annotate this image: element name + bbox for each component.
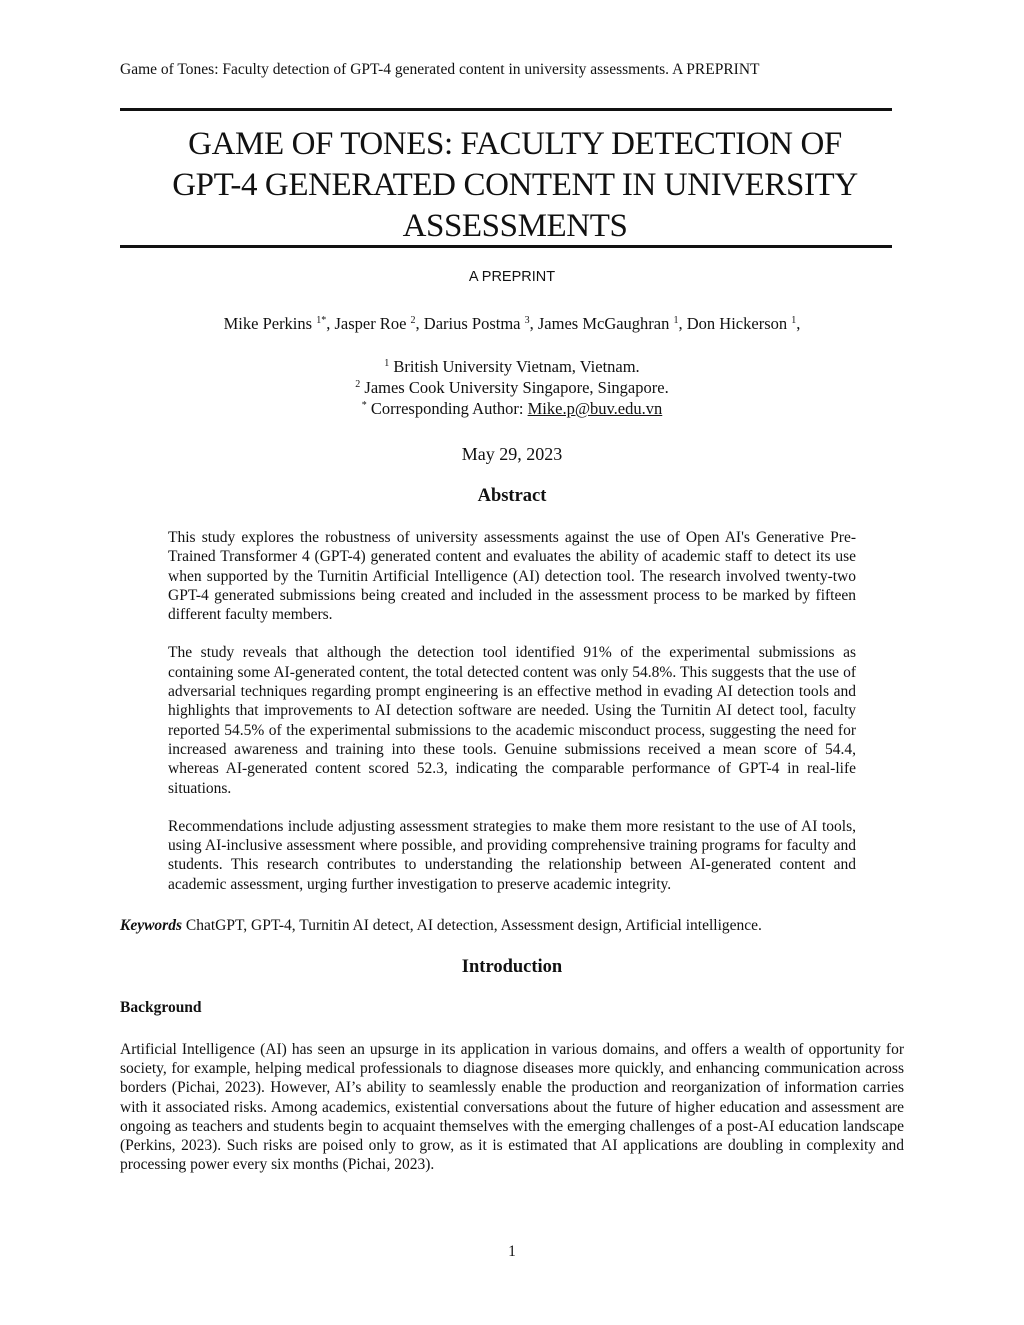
publication-date: May 29, 2023 — [461, 444, 563, 464]
author-affil-mark: 2 — [410, 315, 416, 326]
abstract-body — [168, 528, 856, 913]
page-number: 1 — [508, 1243, 516, 1260]
corresponding-author — [0, 398, 1024, 419]
paper-title — [120, 124, 910, 247]
author-separator: , — [415, 314, 424, 333]
author-affil-mark: 1 — [673, 315, 679, 326]
affiliation-2 — [0, 377, 1024, 398]
keywords-label: Keywords — [120, 917, 182, 934]
abstract-paragraph: Recommendations include adjusting assessment strategies to make them more resistant to the use of AI tools, using AI-inclusive assessment where possible, and providing comprehensive training programs for faculty and students. This research contributes to understanding the relationship between AI-generated content and academic assessment, urging further investigation to preserve academic integrity. — [168, 817, 856, 893]
author-name: Don Hickerson — [686, 314, 788, 333]
title-line: GPT-4 GENERATED CONTENT IN UNIVERSITY — [172, 167, 858, 203]
abstract-paragraph: This study explores the robustness of university assessments against the use of Open AI's Generative Pre-Trained Transformer 4 (GPT-4) generated content and evaluates the ability of academic staff to detect its use when supported by the Turnitin Artificial Intelligence (AI) detection tool. The research involved twenty-two GPT-4 generated submissions being created and included in the assessment process to be marked by fifteen different faculty members. — [168, 529, 856, 624]
affiliations — [0, 356, 1024, 419]
author-list — [0, 313, 1024, 335]
title-line: ASSESSMENTS — [402, 208, 628, 244]
background-heading: Background — [120, 999, 202, 1016]
preprint-label: A PREPRINT — [468, 269, 556, 285]
author-affil-mark: 1 — [791, 315, 797, 326]
keywords — [120, 916, 910, 936]
title-rule-bottom — [120, 245, 892, 248]
author-name: Jasper Roe — [334, 314, 407, 333]
author-name: James McGaughran — [537, 314, 670, 333]
author-separator: , — [326, 314, 335, 333]
corresponding-mark: * — [361, 400, 367, 411]
author-separator: , — [678, 314, 687, 333]
corresponding-email-link[interactable]: Mike.p@buv.edu.vn — [527, 399, 663, 418]
author-affil-mark: 3 — [524, 315, 530, 326]
author-affil-mark: 1* — [316, 315, 327, 326]
author-name: Mike Perkins — [223, 314, 313, 333]
author-separator: , — [796, 314, 801, 333]
introduction-heading: Introduction — [461, 957, 563, 977]
author-name: Darius Postma — [423, 314, 521, 333]
affiliation-mark: 1 — [384, 358, 390, 369]
title-rule-top — [120, 108, 892, 111]
corresponding-label: Corresponding Author: — [370, 399, 528, 418]
background-paragraph: Artificial Intelligence (AI) has seen an upsurge in its application in various domains, and offers a wealth of opportunity for society, for example, helping medical professionals to diagnose diseases more quickly, and enhancing communication across borders (Pichai, 2023). However, AI’s ability to seamlessly enable the production and reorganization of information carries with it associated risks. Among academics, existential conversations about the future of higher education and assessment are ongoing as teachers and students begin to acquaint themselves with the emerging challenges of a post-AI education landscape (Perkins, 2023). Such risks are poised only to grow, as it is estimated that AI applications are doubling in complexity and processing power every six months (Pichai, 2023). — [120, 1041, 904, 1174]
abstract-paragraph: The study reveals that although the detection tool identified 91% of the experimental submissions as containing some AI-generated content, the total detected content was only 54.8%. This suggests that the use of adversarial techniques regarding prompt engineering is an effective method in evading AI detection tools and highlights that improvements to AI detection software are needed. Using the Turnitin AI detect tool, faculty reported 54.5% of the experimental submissions to the academic misconduct process, suggesting the need for increased awareness and training into these tools. Genuine submissions received a mean score of 54.4, whereas AI-generated content scored 52.3, indicating the comparable performance of GPT-4 in real-life situations. — [168, 644, 856, 797]
running-header: Game of Tones: Faculty detection of GPT-4 generated content in university assessments. A PREPRINT — [120, 61, 760, 78]
keywords-text: ChatGPT, GPT-4, Turnitin AI detect, AI detection, Assessment design, Artificial intelligence. — [182, 917, 762, 934]
affiliation-text: British University Vietnam, Vietnam. — [393, 357, 640, 376]
affiliation-mark: 2 — [355, 379, 361, 390]
affiliation-1 — [0, 356, 1024, 377]
affiliation-text: James Cook University Singapore, Singapore. — [364, 378, 669, 397]
author-separator: , — [529, 314, 538, 333]
abstract-heading: Abstract — [477, 486, 547, 506]
title-line: GAME OF TONES: FACULTY DETECTION OF — [188, 126, 842, 162]
